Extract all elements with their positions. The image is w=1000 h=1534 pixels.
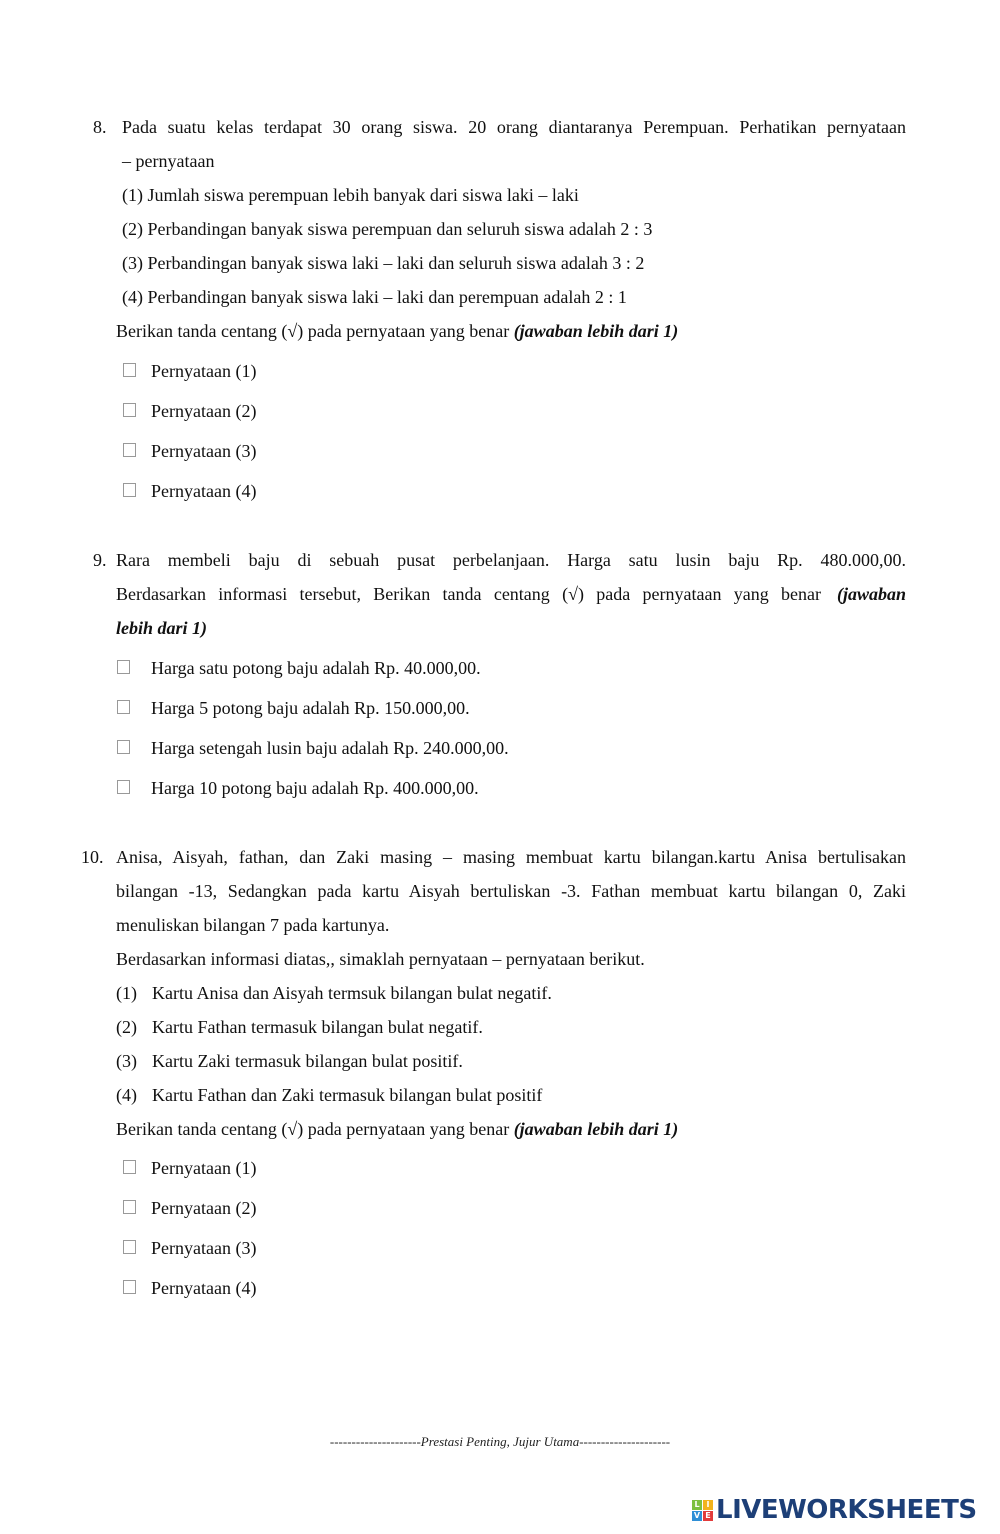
statement: Kartu Zaki termasuk bilangan bulat positif. <box>152 1051 463 1071</box>
option-label: Pernyataan (3) <box>151 441 257 461</box>
statement-number: (3) <box>116 1051 137 1071</box>
checkbox[interactable] <box>117 700 130 714</box>
instruction-emphasis: (jawaban lebih dari 1) <box>513 321 679 341</box>
logo-tile: I <box>703 1500 713 1510</box>
footer-motto: ---------------------Prestasi Penting, Jujur Utama--------------------- <box>329 1434 671 1449</box>
logo-tile: V <box>693 1510 701 1520</box>
instruction <box>116 1118 678 1140</box>
question-text: Berdasarkan informasi diatas,, simaklah pernyataan – pernyataan berikut. <box>116 949 645 969</box>
statement: Kartu Fathan termasuk bilangan bulat negatif. <box>152 1017 483 1037</box>
statement-number: (1) <box>116 983 137 1003</box>
question-number: 10. <box>81 847 104 867</box>
question-text: Berdasarkan informasi tersebut, Berikan tanda centang (√) pada pernyataan yang benar <box>116 584 821 604</box>
option-label: Pernyataan (1) <box>151 1158 257 1178</box>
logo-tile: E <box>703 1511 713 1521</box>
checkbox[interactable] <box>123 443 136 457</box>
option-label: Pernyataan (1) <box>151 361 257 381</box>
question-number: 9. <box>93 550 107 570</box>
question-text: Anisa, Aisyah, fathan, dan Zaki masing – masing membuat kartu bilangan.kartu Anisa bertulisakan <box>116 847 906 867</box>
statement: Kartu Anisa dan Aisyah termsuk bilangan bulat negatif. <box>152 983 552 1003</box>
option-label: Pernyataan (4) <box>151 481 257 501</box>
logo-tiles-icon <box>692 1500 713 1521</box>
statement-number: (2) <box>116 1017 137 1037</box>
instruction <box>116 320 678 342</box>
option-label: Harga 5 potong baju adalah Rp. 150.000,00. <box>151 698 470 718</box>
option-label: Pernyataan (2) <box>151 1198 257 1218</box>
statement: (2) Perbandingan banyak siswa perempuan dan seluruh siswa adalah 2 : 3 <box>122 219 653 239</box>
instruction-emphasis: (jawaban <box>836 584 906 604</box>
option-label: Harga setengah lusin baju adalah Rp. 240.000,00. <box>151 738 509 758</box>
checkbox[interactable] <box>123 403 136 417</box>
question-number: 8. <box>93 117 107 137</box>
option-label: Pernyataan (4) <box>151 1278 257 1298</box>
checkbox[interactable] <box>123 1200 136 1214</box>
checkbox[interactable] <box>123 1240 136 1254</box>
instruction-emphasis: (jawaban lebih dari 1) <box>513 1119 679 1139</box>
instruction-text: Berikan tanda centang (√) pada pernyataan yang benar <box>116 1119 514 1139</box>
question-text: Rara membeli baju di sebuah pusat perbelanjaan. Harga satu lusin baju Rp. 480.000,00. <box>116 550 906 570</box>
option-label: Pernyataan (3) <box>151 1238 257 1258</box>
checkbox[interactable] <box>123 363 136 377</box>
checkbox[interactable] <box>123 483 136 497</box>
logo-text: LIVEWORKSHEETS <box>716 1495 977 1525</box>
checkbox[interactable] <box>117 740 130 754</box>
statement: (4) Perbandingan banyak siswa laki – laki dan perempuan adalah 2 : 1 <box>122 287 627 307</box>
liveworksheets-logo <box>692 1495 977 1525</box>
question-text: Pada suatu kelas terdapat 30 orang siswa. 20 orang diantaranya Perempuan. Perhatikan pernyataan <box>122 117 906 137</box>
question-text: bilangan -13, Sedangkan pada kartu Aisyah bertuliskan -3. Fathan membuat kartu bilangan 0, Zaki <box>116 881 906 901</box>
checkbox[interactable] <box>123 1280 136 1294</box>
checkbox[interactable] <box>117 660 130 674</box>
question-text-line <box>116 583 906 605</box>
logo-tile: L <box>692 1500 702 1510</box>
checkbox[interactable] <box>117 780 130 794</box>
option-label: Pernyataan (2) <box>151 401 257 421</box>
statement: (3) Perbandingan banyak siswa laki – laki dan seluruh siswa adalah 3 : 2 <box>122 253 645 273</box>
question-text: – pernyataan <box>122 151 215 171</box>
statement-number: (4) <box>116 1085 137 1105</box>
question-text: menuliskan bilangan 7 pada kartunya. <box>116 915 390 935</box>
option-label: Harga 10 potong baju adalah Rp. 400.000,00. <box>151 778 479 798</box>
option-label: Harga satu potong baju adalah Rp. 40.000,00. <box>151 658 481 678</box>
statement: (1) Jumlah siswa perempuan lebih banyak dari siswa laki – laki <box>122 185 579 205</box>
checkbox[interactable] <box>123 1160 136 1174</box>
instruction-text: Berikan tanda centang (√) pada pernyataan yang benar <box>116 321 514 341</box>
statement: Kartu Fathan dan Zaki termasuk bilangan bulat positif <box>152 1085 543 1105</box>
instruction-emphasis: lebih dari 1) <box>116 618 208 638</box>
